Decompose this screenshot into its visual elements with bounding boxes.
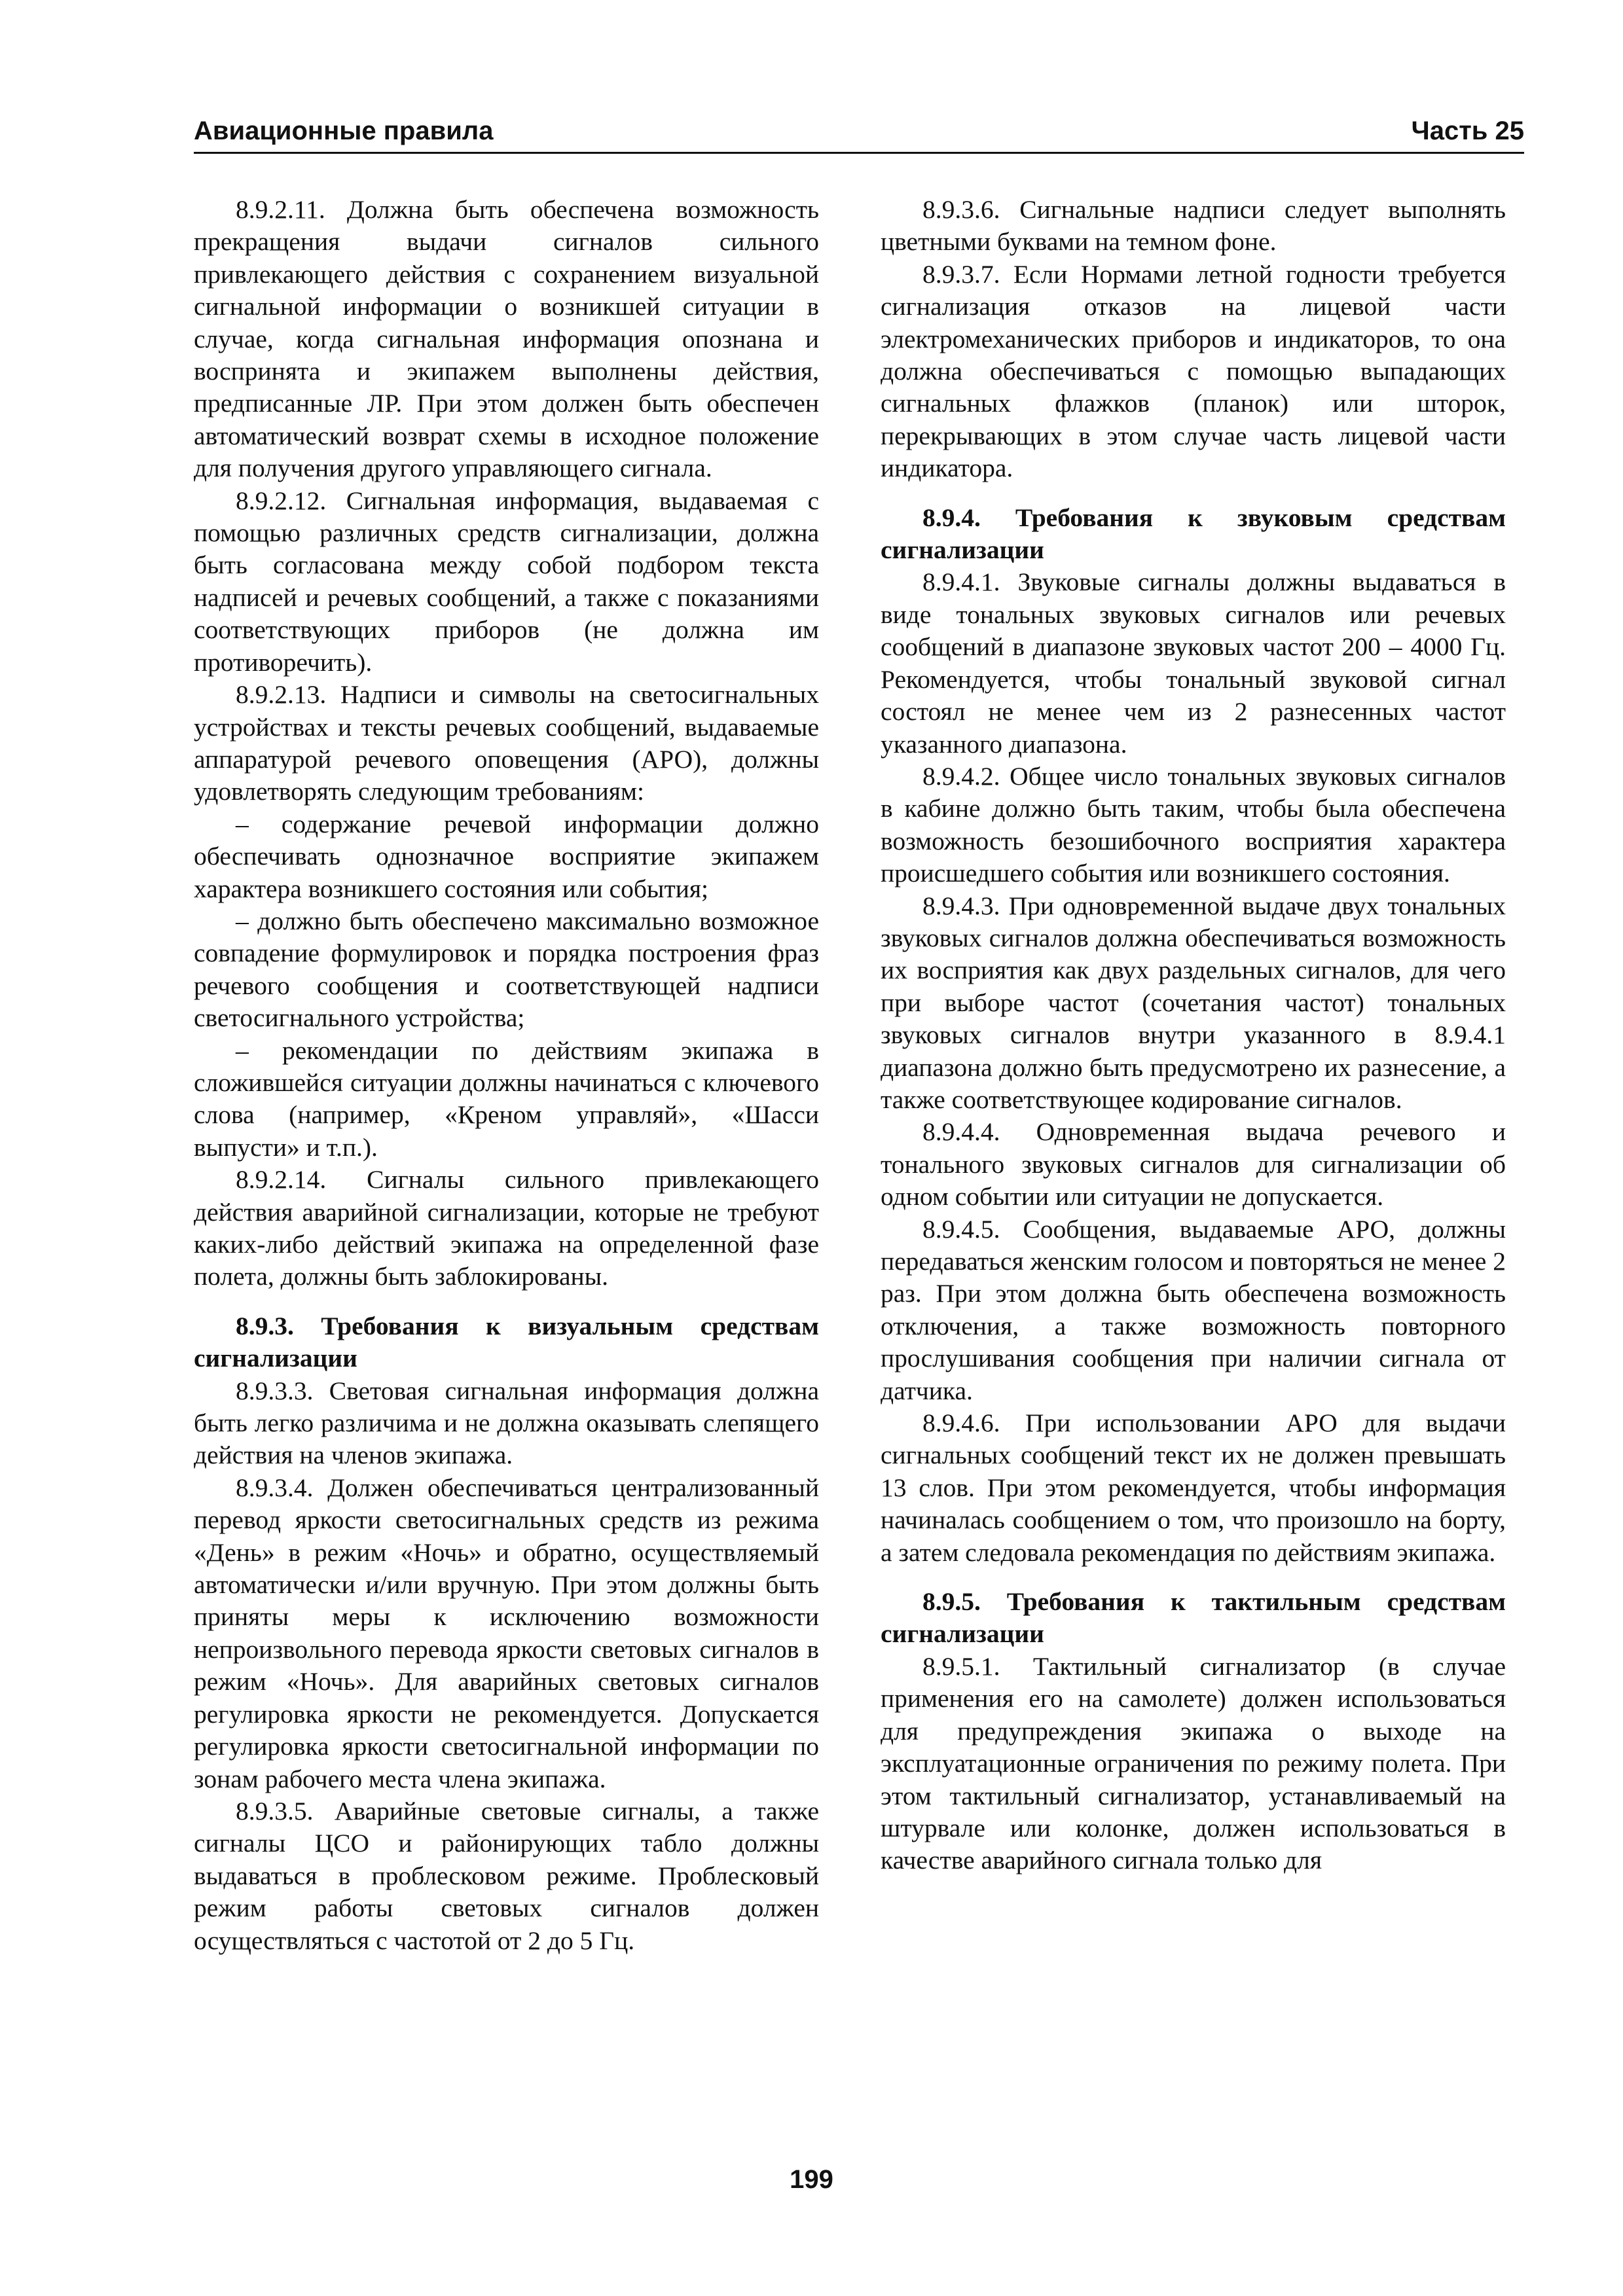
section-heading: 8.9.4. Требования к звуковым средствам сигнализации — [881, 503, 1506, 565]
paragraph: – должно быть обеспечено максимально возможное совпадение формулировок и порядка построения фраз речевого сообщения и соответствующей надписи светосигнального устройства; — [194, 906, 819, 1033]
paragraph: 8.9.2.11. Должна быть обеспечена возможность прекращения выдачи сигналов сильного привлекающего действия с сохранением визуальной сигнальной информации о возникшей ситуации в случае, когда сигнальная информация опознана и воспринята и экипажем выполнены действия, предписанные ЛР. При этом должен быть обеспечен автоматический возврат схемы в исходное положение для получения другого управляющего сигнала. — [194, 195, 819, 483]
running-header — [194, 111, 1524, 154]
paragraph: 8.9.3.6. Сигнальные надписи следует выполнять цветными буквами на темном фоне. — [881, 195, 1506, 257]
paragraph: 8.9.4.5. Сообщения, выдаваемые АРО, должны передаваться женским голосом и повторяться не менее 2 раз. При этом должна быть обеспечена возможность отключения, а также возможность повторного прослушивания сообщения при наличии сигнала от датчика. — [881, 1214, 1506, 1405]
paragraph: 8.9.3.4. Должен обеспечиваться централизованный перевод яркости светосигнальных средств из режима «День» в режим «Ночь» и обратно, осуществляемый автоматически и/или вручную. При этом должны быть приняты меры к исключению возможности непроизвольного перевода яркости световых сигналов в режим «Ночь». Для аварийных световых сигналов регулировка яркости не рекомендуется. Допускается регулировка яркости светосигнальной информации по зонам рабочего места члена экипажа. — [194, 1473, 819, 1793]
paragraph: 8.9.4.2. Общее число тональных звуковых сигналов в кабине должно быть таким, чтобы была обеспечена возможность безошибочного восприятия характера происшедшего события или возникшего состояния. — [881, 761, 1506, 888]
paragraph: 8.9.2.14. Сигналы сильного привлекающего действия аварийной сигнализации, которые не требуют каких-либо действий экипажа на определенной фазе полета, должны быть заблокированы. — [194, 1165, 819, 1291]
section-heading: 8.9.3. Требования к визуальным средствам сигнализации — [194, 1311, 819, 1373]
paragraph: – содержание речевой информации должно обеспечивать однозначное восприятие экипажем характера возникшего состояния или события; — [194, 809, 819, 903]
header-title: Авиационные правила — [194, 117, 494, 145]
header-part: Часть 25 — [1411, 117, 1524, 145]
section-heading: 8.9.5. Требования к тактильным средствам сигнализации — [881, 1587, 1506, 1649]
paragraph: 8.9.4.6. При использовании АРО для выдачи сигнальных сообщений текст их не должен превышать 13 слов. При этом рекомендуется, чтобы информация начиналась сообщением о том, что произошло на борту, а затем следовала рекомендация по действиям экипажа. — [881, 1408, 1506, 1567]
paragraph: 8.9.4.4. Одновременная выдача речевого и тонального звуковых сигналов для сигнализации об одном событии или ситуации не допускается. — [881, 1117, 1506, 1211]
right-column — [881, 194, 1506, 1877]
paragraph: 8.9.2.13. Надписи и символы на светосигнальных устройствах и тексты речевых сообщений, выдаваемые аппаратурой речевого оповещения (АРО), должны удовлетворять следующим требованиям: — [194, 680, 819, 806]
paragraph: 8.9.5.1. Тактильный сигнализатор (в случае применения его на самолете) должен использоваться для предупреждения экипажа о выходе на эксплуатационные ограничения по режиму полета. При этом тактильный сигнализатор, устанавливаемый на штурвале или колонке, должен использоваться в качестве аварийного сигнала только для — [881, 1651, 1506, 1875]
paragraph: 8.9.4.3. При одновременной выдаче двух тональных звуковых сигналов должна обеспечиваться возможность их восприятия как двух раздельных сигналов, для чего при выборе частот (сочетания частот) тональных звуковых сигналов внутри указанного в 8.9.4.1 диапазона должно быть предусмотрено их разнесение, а также соответствующее кодирование сигналов. — [881, 891, 1506, 1114]
page-number: 199 — [790, 2165, 833, 2194]
paragraph: – рекомендации по действиям экипажа в сложившейся ситуации должны начинаться с ключевого слова (например, «Креном управляй», «Шасси выпусти» и т.п.). — [194, 1035, 819, 1162]
paragraph: 8.9.4.1. Звуковые сигналы должны выдаваться в виде тональных звуковых сигналов или речевых сообщений в диапазоне звуковых частот 200 – 4000 Гц. Рекомендуется, чтобы тональный звуковой сигнал состоял не менее чем из 2 разнесенных частот указанного диапазона. — [881, 567, 1506, 759]
paragraph: 8.9.3.7. Если Нормами летной годности требуется сигнализация отказов на лицевой части электромеханических приборов и индикаторов, то она должна обеспечиваться с помощью выпадающих сигнальных флажков (планок) или шторок, перекрывающих в этом случае часть лицевой части индикатора. — [881, 259, 1506, 483]
paragraph: 8.9.2.12. Сигнальная информация, выдаваемая с помощью различных средств сигнализации, должна быть согласована между собой подбором текста надписей и речевых сообщений, а также с показаниями соответствующих приборов (не должна им противоречить). — [194, 486, 819, 677]
left-column — [194, 194, 819, 1957]
paragraph: 8.9.3.3. Световая сигнальная информация должна быть легко различима и не должна оказывать слепящего действия на членов экипажа. — [194, 1376, 819, 1470]
paragraph: 8.9.3.5. Аварийные световые сигналы, а также сигналы ЦСО и районирующих табло должны выдаваться в проблесковом режиме. Проблесковый режим работы световых сигналов должен осуществляться с частотой от 2 до 5 Гц. — [194, 1796, 819, 1955]
